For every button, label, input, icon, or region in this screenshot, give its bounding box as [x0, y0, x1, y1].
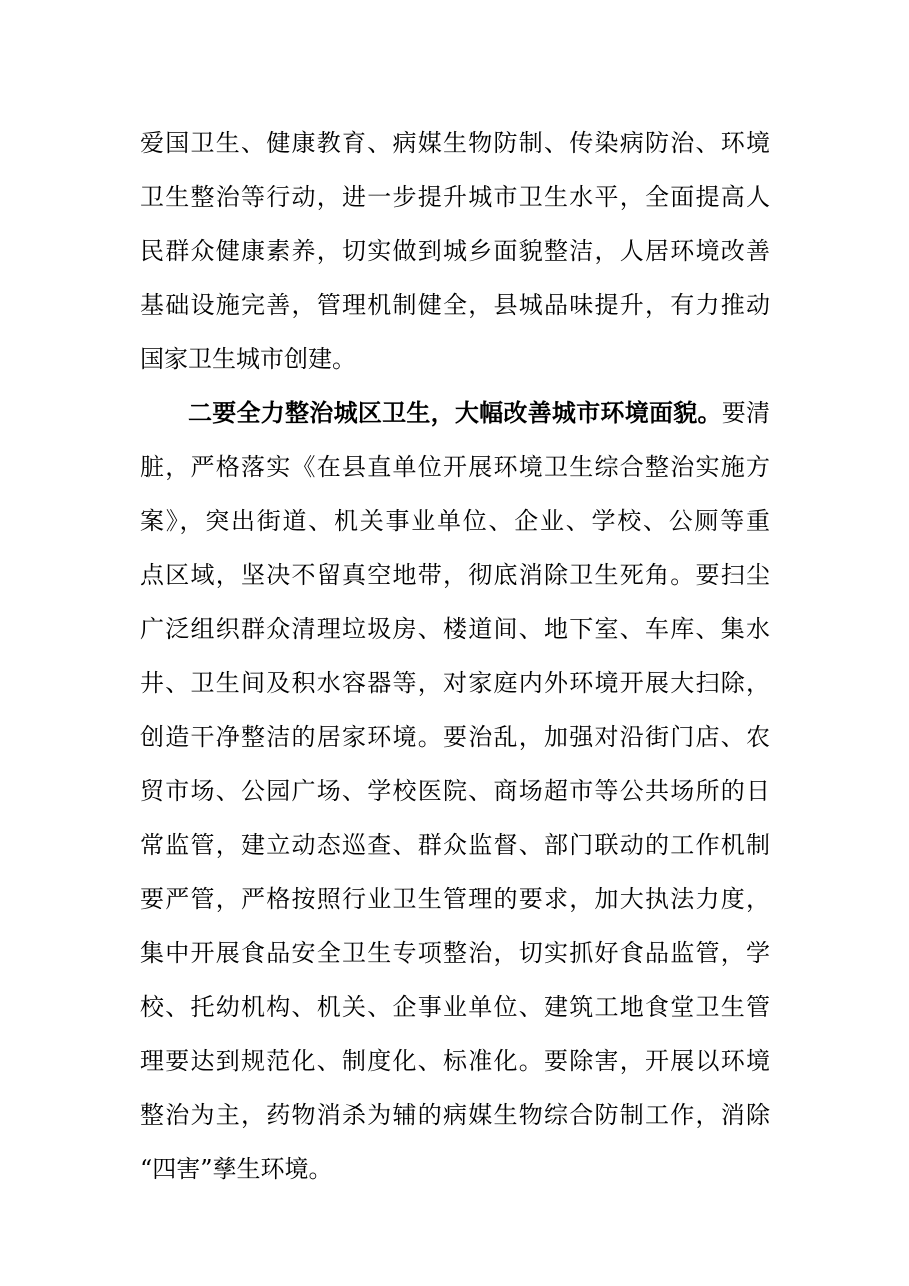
text-line: 校、托幼机构、机关、企事业单位、建筑工地食堂卫生管	[140, 993, 770, 1021]
text-line: 国家卫生城市创建。	[140, 345, 356, 373]
text-line: “四害”孳生环境。	[140, 1155, 333, 1183]
text-line: 卫生整治等行动，进一步提升城市卫生水平，全面提高人	[140, 183, 770, 211]
text-line: 基础设施完善，管理机制健全，县城品味提升，有力推动	[140, 291, 770, 319]
text-line: 点区域，坚决不留真空地带，彻底消除卫生死角。要扫尘	[140, 561, 770, 589]
text-line: 创造干净整洁的居家环境。要治乱，加强对沿街门店、农	[140, 723, 770, 751]
text-line: 爱国卫生、健康教育、病媒生物防制、传染病防治、环境	[140, 129, 770, 157]
text-line: 井、卫生间及积水容器等，对家庭内外环境开展大扫除，	[140, 669, 770, 697]
paragraph-2	[140, 386, 770, 1196]
text-line: 常监管，建立动态巡查、群众监督、部门联动的工作机制	[140, 831, 770, 859]
paragraph-first-line	[140, 386, 770, 440]
first-line-rest: 要清	[721, 399, 770, 427]
text-line: 民群众健康素养，切实做到城乡面貌整洁，人居环境改善	[140, 237, 770, 265]
text-line: 理要达到规范化、制度化、标准化。要除害，开展以环境	[140, 1047, 770, 1075]
text-line: 集中开展食品安全卫生专项整治，切实抓好食品监管，学	[140, 939, 770, 967]
text-line: 案》，突出街道、机关事业单位、企业、学校、公厕等重	[140, 507, 770, 535]
text-line: 要严管，严格按照行业卫生管理的要求，加大执法力度，	[140, 885, 770, 913]
text-line: 脏，严格落实《在县直单位开展环境卫生综合整治实施方	[140, 453, 770, 481]
paragraph-1	[140, 116, 770, 386]
text-line: 贸市场、公园广场、学校医院、商场超市等公共场所的日	[140, 777, 770, 805]
text-line: 整治为主，药物消杀为辅的病媒生物综合防制工作，消除	[140, 1101, 770, 1129]
paragraph-heading: 二要全力整治城区卫生，大幅改善城市环境面貌。	[188, 398, 722, 427]
text-line: 广泛组织群众清理垃圾房、楼道间、地下室、车库、集水	[140, 615, 770, 643]
